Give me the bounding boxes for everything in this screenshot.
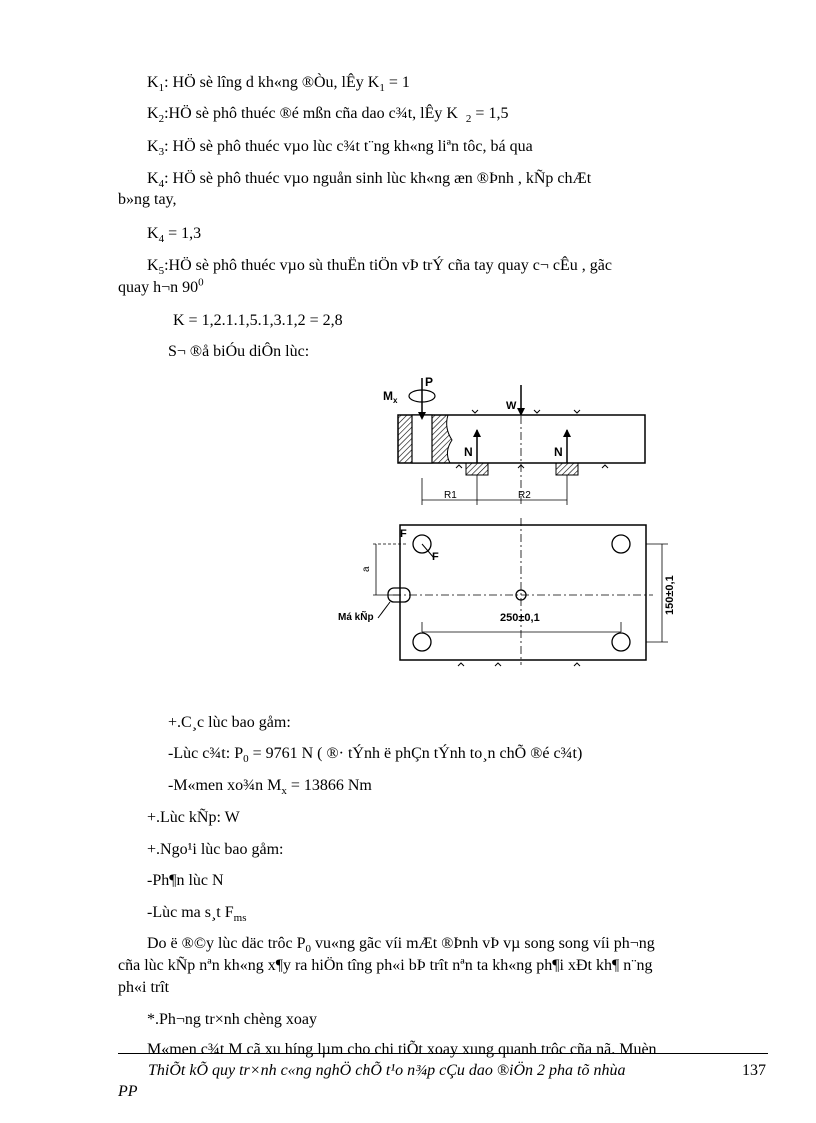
line-k1: $K_1$: HÖ sè lîng d kh«ng ®Òu, lÊy $K_1 = 1$ bbox=[147, 74, 410, 95]
page-number: 137 bbox=[742, 1062, 766, 1079]
line-para-3: ph«i trît bbox=[118, 979, 170, 996]
line-para-1: Do ë ®©y lùc däc trôc $P_0$ vu«ng gãc víi mÆt ®Þnh vÞ vµ song song víi ph¬ng bbox=[147, 935, 655, 956]
footer-title: ThiÕt kÕ quy tr×nh c«ng nghÖ chÕ t¹o n¾p cÇu dao ®iÖn 2 pha tõ nhùa bbox=[148, 1062, 626, 1079]
hole-bottom-right bbox=[612, 633, 630, 651]
spindle-bore bbox=[412, 415, 432, 463]
line-forces: +.C¸c lùc bao gåm: bbox=[168, 714, 291, 731]
line-clamp-force: +.Lùc kÑp: W bbox=[147, 809, 240, 826]
line-torque: -M«men xo¾n $M_x = 13866$ Nm bbox=[168, 777, 372, 798]
label-ma-kep: Má kÑp bbox=[338, 612, 374, 623]
plate-plan-view bbox=[400, 525, 646, 660]
label-r1: R1 bbox=[444, 490, 457, 501]
line-friction: -Lùc ma s¸t $F_{ms}$ bbox=[147, 904, 247, 925]
line-k4-cont: b»ng tay, bbox=[118, 191, 177, 208]
force-diagram bbox=[338, 370, 678, 670]
footer-rule bbox=[118, 1053, 768, 1054]
line-para-2: cña lùc kÑp nªn kh«ng x¶y ra hiÖn tîng ph«i bÞ trît nªn ta kh«ng ph¶i xÐt kh¶ n¨ng bbox=[118, 957, 653, 974]
label-mx: $M_x$ bbox=[383, 389, 398, 405]
label-n2: N bbox=[554, 445, 563, 459]
hole-bottom-left bbox=[413, 633, 431, 651]
line-k4: $K_4$: HÖ sè phô thuéc vµo nguån sinh lùc kh«ng æn ®Þnh , kÑp chÆt bbox=[147, 170, 592, 191]
label-r2: R2 bbox=[518, 490, 531, 501]
line-para-4: M«men c¾t M cã xu híng lµm cho chi tiÕt xoay xung quanh trôc cña nã. Muèn bbox=[147, 1041, 657, 1058]
support-left bbox=[466, 463, 488, 475]
line-k-total: K = 1,2.1.1,5.1,3.1,2 = 2,8 bbox=[173, 312, 343, 329]
label-w: W bbox=[506, 400, 517, 412]
label-n1: N bbox=[464, 445, 473, 459]
line-k5: $K_5:HÖ$ sè phô thuéc vµo sù thuËn tiÖn vÞ trÝ cña tay quay c¬ cÊu , gãc bbox=[147, 257, 612, 278]
label-f2: F bbox=[432, 551, 439, 563]
label-p: P bbox=[425, 375, 434, 389]
line-rotation-eq: *.Ph¬ng tr×nh chèng xoay bbox=[147, 1011, 318, 1028]
footer-title-cont: PP bbox=[118, 1083, 138, 1100]
line-k2: $K_2:HÖ$ sè phô thuéc ®é mßn cña dao c¾t, lÊy K $_2$ = 1,5 bbox=[147, 105, 509, 126]
line-cutting-force: -Lùc c¾t: $P_0 = 9761$ N ( ®· tÝnh ë phÇn tÝnh to¸n chÕ ®é c¾t) bbox=[168, 745, 583, 766]
line-figure-caption: S¬ ®å biÓu diÔn lùc: bbox=[168, 343, 310, 360]
hatched-section bbox=[432, 415, 452, 463]
line-k5-cont: quay h¬n $90^0$ bbox=[118, 276, 204, 296]
label-dim-vertical: 150±0,1 bbox=[664, 575, 676, 615]
label-dim-horizontal: 250±0,1 bbox=[500, 612, 540, 624]
line-external: +.Ngo¹i lùc bao gåm: bbox=[147, 841, 284, 858]
hatched-left bbox=[398, 415, 412, 463]
label-a: a bbox=[361, 566, 372, 572]
hole-top-right bbox=[612, 535, 630, 553]
label-f1: F bbox=[400, 528, 407, 540]
line-reaction: -Ph¶n lùc N bbox=[147, 872, 224, 889]
support-right bbox=[556, 463, 578, 475]
line-k4-value: $K_4 = 1,3$ bbox=[147, 225, 202, 246]
line-k3: $K_3$: HÖ sè phô thuéc vµo lùc c¾t t¨ng kh«ng liªn tôc, bá qua bbox=[147, 138, 533, 159]
